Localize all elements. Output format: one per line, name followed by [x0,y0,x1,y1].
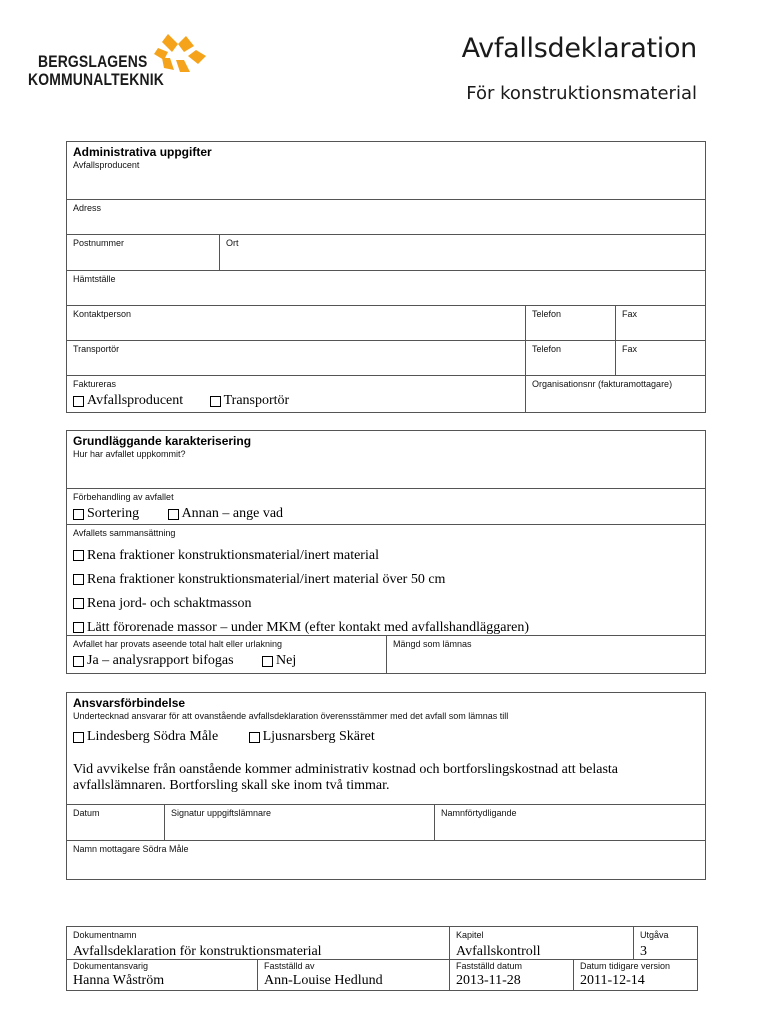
address-label: Adress [73,203,102,213]
origin-row [67,431,705,489]
amount-label: Mängd som lämnas [393,639,472,649]
address-field[interactable] [67,200,705,234]
admin-section [66,141,706,413]
edition-label: Utgåva [640,930,669,940]
composition-field [67,525,705,640]
chapter-label: Kapitel [456,930,484,940]
pretreat-sorting-label: Sortering [87,506,140,521]
composition-option-2-label: Rena fraktioner konstruktionsmaterial/inert material över 50 cm [87,572,446,587]
approved-date-label: Fastställd datum [456,961,523,971]
name-field[interactable] [435,805,705,840]
checkbox-icon[interactable] [210,396,221,407]
fax-field[interactable] [616,306,705,340]
name-label: Namnförtydligande [441,808,517,818]
checkbox-icon[interactable] [73,509,84,520]
checkbox-icon[interactable] [73,598,84,609]
liability-section-title: Ansvarsförbindelse [73,696,186,710]
admin-section-title: Administrativa uppgifter [73,145,212,159]
checkbox-icon[interactable] [73,396,84,407]
receiver-row [67,841,705,879]
logo-line2: KOMMUNALTEKNIK [28,70,165,89]
producer-row [67,142,705,200]
transporter-field[interactable] [67,341,526,375]
tested-field [67,636,387,673]
checkbox-icon[interactable] [73,656,84,667]
company-logo [28,32,188,92]
date-label: Datum [73,808,100,818]
site-lindesberg-option[interactable] [73,729,218,745]
document-subtitle: För konstruktionsmaterial [466,83,697,104]
document-info-table [66,926,698,991]
site-ljusnarsberg-label: Ljusnarsberg Skäret [262,729,375,744]
pretreat-other-label: Annan – ange vad [181,506,284,521]
address-row [67,200,705,235]
approved-date-value: 2013-11-28 [456,973,521,988]
composition-option-3[interactable] [73,592,251,615]
origin-field[interactable] [67,449,705,488]
phone2-field[interactable] [526,341,616,375]
invoice-producer-option[interactable] [73,393,183,409]
composition-option-1[interactable] [73,544,379,567]
signature-label: Signatur uppgiftslämnare [171,808,272,818]
liability-section [66,692,706,880]
previous-date-label: Datum tidigare version [580,961,671,971]
edition-cell [634,927,697,959]
pickup-field[interactable] [67,271,705,305]
receiver-field[interactable] [67,841,705,879]
checkbox-icon[interactable] [73,732,84,743]
previous-date-cell [574,960,697,990]
tested-row [67,636,705,673]
fax2-field[interactable] [616,341,705,375]
transporter-row [67,341,705,376]
composition-option-3-label: Rena jord- och schaktmasson [87,596,252,611]
phone-label: Telefon [532,309,562,319]
city-field[interactable] [220,235,705,270]
date-field[interactable] [67,805,165,840]
fax2-label: Fax [622,344,638,354]
signature-row [67,805,705,841]
pretreat-other-option[interactable] [168,506,283,522]
pretreat-label: Förbehandling av avfallet [73,492,174,502]
signature-field[interactable] [165,805,435,840]
transporter-label: Transportör [73,344,120,354]
composition-option-1-label: Rena fraktioner konstruktionsmaterial/inert material [87,548,379,563]
document-title: Avfallsdeklaration [461,33,697,64]
phone2-label: Telefon [532,344,562,354]
tested-yes-label: Ja – analysrapport bifogas [87,653,234,668]
pretreat-field [67,489,705,525]
approved-by-label: Fastställd av [264,961,315,971]
basic-section-title: Grundläggande karakterisering [73,434,252,448]
logo-line1: BERGSLAGENS [38,52,148,71]
contact-row [67,306,705,341]
fax-label: Fax [622,309,638,319]
pickup-label: Hämtställe [73,274,116,284]
site-ljusnarsberg-option[interactable] [249,729,375,745]
docinfo-row-1 [67,927,697,960]
checkbox-icon[interactable] [249,732,260,743]
phone-field[interactable] [526,306,616,340]
orgnr-field[interactable] [526,376,705,412]
chapter-cell [450,927,634,959]
docname-cell [67,927,450,959]
invoice-field [67,376,526,412]
responsible-cell [67,960,258,990]
checkbox-icon[interactable] [73,574,84,585]
pickup-row [67,271,705,306]
chapter-value: Avfallskontroll [456,944,541,959]
producer-field[interactable] [67,160,705,199]
responsible-label: Dokumentansvarig [73,961,149,971]
postal-label: Postnummer [73,238,125,248]
tested-label: Avfallet har provats aseende total halt eller urlakning [73,639,282,649]
composition-label: Avfallets sammansättning [73,528,176,538]
composition-option-2[interactable] [73,568,445,591]
invoice-transporter-option[interactable] [210,393,290,409]
pretreat-sorting-option[interactable] [73,506,139,522]
statement-row [67,693,705,805]
contact-field[interactable] [67,306,526,340]
amount-field[interactable] [387,636,705,673]
approved-date-cell [450,960,574,990]
invoice-row [67,376,705,412]
contact-label: Kontaktperson [73,309,132,319]
docname-label: Dokumentnamn [73,930,137,940]
checkbox-icon[interactable] [73,622,84,633]
invoice-transporter-label: Transportör [223,393,290,408]
tested-yes-option[interactable] [73,653,234,669]
approved-by-cell [258,960,450,990]
orgnr-label: Organisationsnr (fakturamottagare) [532,379,673,389]
edition-value: 3 [640,944,647,959]
basic-section [66,430,706,674]
previous-date-value: 2011-12-14 [580,973,645,988]
approved-by-value: Ann-Louise Hedlund [264,973,383,988]
receiver-label: Namn mottagare Södra Måle [73,844,189,854]
postal-field[interactable] [67,235,220,270]
city-label: Ort [226,238,239,248]
tested-no-option[interactable] [262,653,296,669]
docinfo-row-2 [67,960,697,990]
producer-label: Avfallsproducent [73,160,140,170]
postal-row [67,235,705,271]
tested-no-label: Nej [276,653,297,668]
liability-notice: Vid avvikelse från oanstående kommer administrativ kostnad och bortforslingskostnad att belasta avfallslämnaren. Bortforsling skall ske inom två timmar. [73,761,619,793]
invoice-label: Faktureras [73,379,117,389]
docname-value: Avfallsdeklaration för konstruktionsmaterial [73,944,322,959]
composition-option-4-label: Lätt förorenade massor – under MKM (efter kontakt med avfallshandläggaren) [87,620,530,635]
invoice-producer-label: Avfallsproducent [87,393,184,408]
checkbox-icon[interactable] [262,656,273,667]
checkbox-icon[interactable] [73,550,84,561]
site-lindesberg-label: Lindesberg Södra Måle [87,729,219,744]
composition-row [67,525,705,636]
origin-label: Hur har avfallet uppkommit? [73,449,186,459]
liability-statement: Undertecknad ansvarar för att ovanstående avfallsdeklaration överensstämmer med det avfall som lämnas till [73,711,509,721]
statement-field [67,711,705,804]
checkbox-icon[interactable] [168,509,179,520]
pretreat-row [67,489,705,525]
responsible-value: Hanna Wåström [73,973,165,988]
